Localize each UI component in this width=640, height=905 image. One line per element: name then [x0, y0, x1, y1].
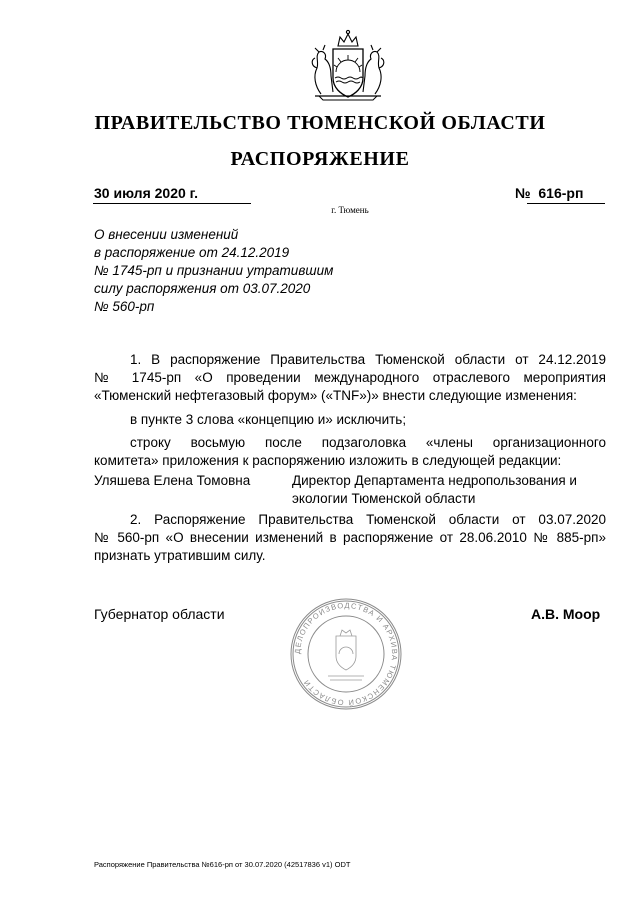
- member-position: [292, 472, 577, 508]
- crown-icon: [338, 30, 358, 46]
- seal-ring-text: ДЕЛОПРОИЗВОДСТВА И АРХИВА ТЮМЕНСКОЙ ОБЛАСТИ: [292, 600, 400, 708]
- official-seal-stamp: [288, 596, 404, 712]
- paragraph-3: [94, 434, 606, 470]
- subject-line: в распоряжение от 24.12.2019: [94, 245, 290, 260]
- paragraph-2: в пункте 3 слова «концепцию и» исключить;: [130, 412, 407, 427]
- right-lion-icon: [363, 45, 384, 94]
- seal-center-emblem-icon: [328, 630, 364, 680]
- paragraph-line: № 1745-рп «О проведении международного отраслевого мероприятия: [94, 370, 606, 385]
- subject-line: О внесении изменений: [94, 227, 239, 242]
- date-underline: [93, 203, 251, 204]
- document-number-block: [515, 185, 583, 201]
- subject-line: силу распоряжения от 03.07.2020: [94, 281, 311, 296]
- member-name: Уляшева Елена Томовна: [94, 473, 251, 488]
- subject-line: № 1745-рп и признании утратившим: [94, 263, 334, 278]
- coat-of-arms-emblem: [305, 28, 391, 104]
- position-line: экологии Тюменской области: [292, 491, 476, 506]
- organization-title: ПРАВИТЕЛЬСТВО ТЮМЕНСКОЙ ОБЛАСТИ: [94, 112, 546, 134]
- left-lion-icon: [312, 45, 333, 94]
- number-underline: [527, 203, 605, 204]
- document-footer: Распоряжение Правительства №616-рп от 30.07.2020 (42517836 v1) ODT: [94, 860, 351, 869]
- paragraph-4: [94, 511, 606, 565]
- position-line: Директор Департамента недропользования и: [292, 473, 577, 488]
- city-label: г. Тюмень: [331, 205, 369, 215]
- paragraph-line: признать утратившим силу.: [94, 548, 266, 563]
- paragraph-line: № 560-рп «О внесении изменений в распоряжение от 28.06.2010 № 885-рп»: [94, 530, 606, 545]
- document-date: 30 июля 2020 г.: [94, 185, 198, 201]
- paragraph-line: 2. Распоряжение Правительства Тюменской области от 03.07.2020: [130, 512, 606, 527]
- paragraph-line: строку восьмую после подзаголовка «члены организационного: [130, 435, 606, 450]
- paragraph-line: «Тюменский нефтегазовый форум» («TNF»)» внести следующие изменения:: [94, 388, 577, 403]
- paragraph-1: [94, 351, 606, 405]
- document-subject: [94, 226, 333, 316]
- subject-line: № 560-рп: [94, 299, 155, 314]
- signatory-name: А.В. Моор: [531, 606, 601, 622]
- document-number: 616-рп: [538, 185, 584, 201]
- document-type-title: РАСПОРЯЖЕНИЕ: [230, 148, 410, 170]
- signatory-position: Губернатор области: [94, 606, 225, 622]
- number-prefix: №: [515, 185, 531, 201]
- paragraph-line: комитета» приложения к распоряжению изложить в следующей редакции:: [94, 453, 562, 468]
- paragraph-line: 1. В распоряжение Правительства Тюменской области от 24.12.2019: [130, 352, 606, 367]
